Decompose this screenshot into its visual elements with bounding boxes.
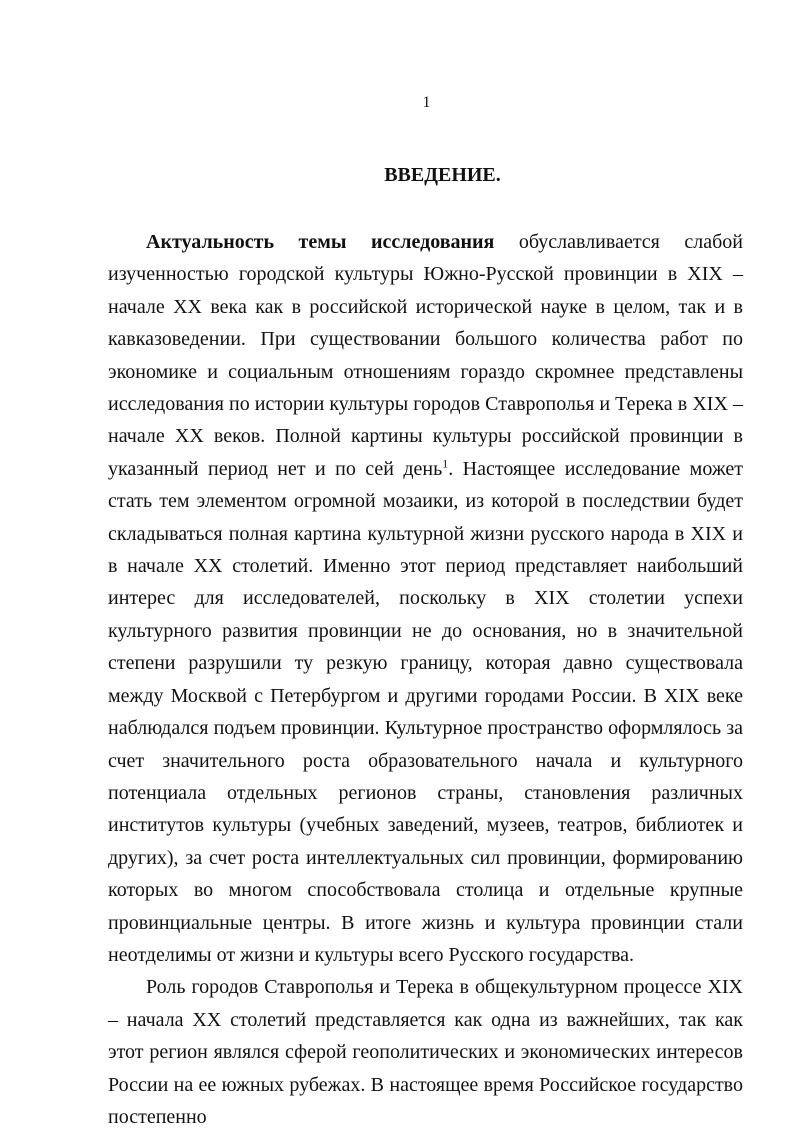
body-text — [108, 226, 743, 1133]
paragraph-1 — [108, 226, 743, 971]
paragraph-1-text-part-2: . Настоящее исследование может стать тем элементом огромной мозаики, из которой в последствии будет складываться полная картина культурной жизни русского народа в XIX и в начале XX столетий. Именно этот период представляет наибольший интерес для исследователей, поскольку в XIX столетии успехи культурного развития провинции не до основания, но в значительной степени разрушили ту резкую границу, которая давно существовала между Москвой с Петербургом и другими городами России. В XIX веке наблюдался подъем провинции. Культурное пространство оформлялось за счет значительного роста образовательного начала и культурного потенциала отдельных регионов страны, становления различных институтов культуры (учебных заведений, музеев, театров, библиотек и других), за счет роста интеллектуальных сил провинции, формированию которых во многом способствовала столица и отдельные крупные провинциальные центры. В итоге жизнь и культура провинции стали неотделимы от жизни и культуры всего Русского государства. — [108, 457, 743, 966]
paragraph-2: Роль городов Ставрополья и Терека в общекультурном процессе XIX – начала XX столетий представляется как одна из важнейших, так как этот регион являлся сферой геополитических и экономических интересов России на ее южных рубежах. В настоящее время Российское государство постепенно — [108, 976, 743, 1128]
footnote-marker: 1 — [442, 456, 449, 471]
section-heading: ВВЕДЕНИЕ. — [384, 164, 501, 186]
paragraph-1-text-part-1: обуславливается слабой изученностью городской культуры Южно-Русской провинции в XIX – начале XX века как в российской исторической науке в целом, так и в кавказоведении. При существовании большого количества работ по экономике и социальным отношениям гораздо скромнее представлены исследования по истории культуры городов Ставрополья и Терека в XIX – начале XX веков. Полной картины культуры российской провинции в указанный период нет и по сей день — [108, 231, 743, 480]
paragraph-1-lead: Актуальность темы исследования — [146, 231, 495, 253]
page-number: 1 — [422, 94, 431, 111]
